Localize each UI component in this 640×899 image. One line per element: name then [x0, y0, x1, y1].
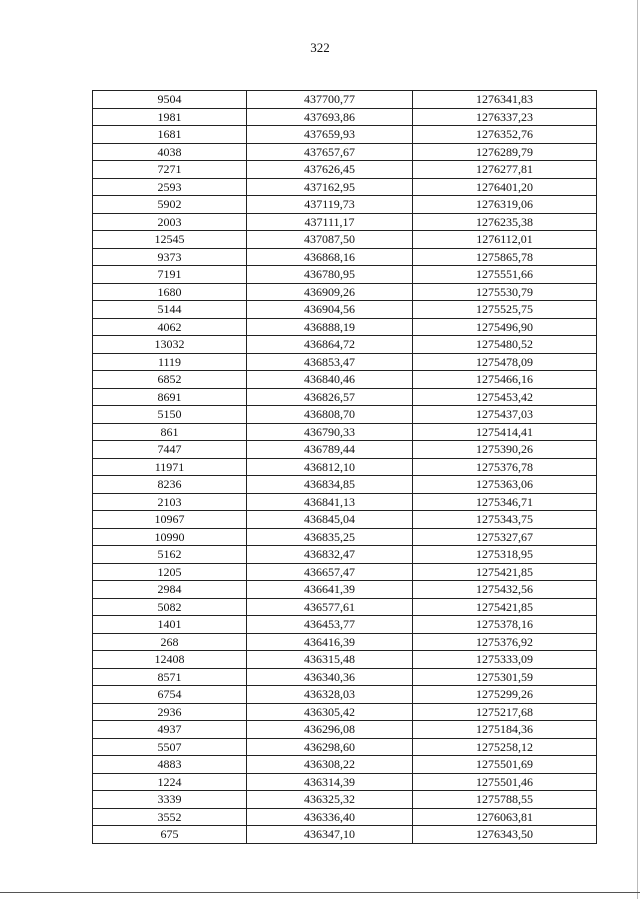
x-coordinate-cell: 436888,19: [247, 318, 413, 336]
point-number-cell: 11971: [93, 458, 247, 476]
y-coordinate-cell: 1276235,38: [413, 213, 597, 231]
point-number-cell: 8236: [93, 476, 247, 494]
table-row: [93, 108, 597, 126]
x-coordinate-cell: 436826,57: [247, 388, 413, 406]
y-coordinate-cell: 1275480,52: [413, 336, 597, 354]
x-coordinate-cell: 436840,46: [247, 371, 413, 389]
table-row: [93, 126, 597, 144]
table-row: [93, 598, 597, 616]
table-row: [93, 563, 597, 581]
y-coordinate-cell: 1275788,55: [413, 791, 597, 809]
point-number-cell: 1680: [93, 283, 247, 301]
table-row: [93, 266, 597, 284]
point-number-cell: 268: [93, 633, 247, 651]
point-number-cell: 3339: [93, 791, 247, 809]
y-coordinate-cell: 1275437,03: [413, 406, 597, 424]
point-number-cell: 10990: [93, 528, 247, 546]
x-coordinate-cell: 436832,47: [247, 546, 413, 564]
x-coordinate-cell: 436841,13: [247, 493, 413, 511]
x-coordinate-cell: 437700,77: [247, 91, 413, 109]
x-coordinate-cell: 437087,50: [247, 231, 413, 249]
x-coordinate-cell: 436315,48: [247, 651, 413, 669]
x-coordinate-cell: 436314,39: [247, 773, 413, 791]
y-coordinate-cell: 1275432,56: [413, 581, 597, 599]
table-body: [93, 91, 597, 844]
y-coordinate-cell: 1276112,01: [413, 231, 597, 249]
y-coordinate-cell: 1275346,71: [413, 493, 597, 511]
x-coordinate-cell: 436340,36: [247, 668, 413, 686]
x-coordinate-cell: 436808,70: [247, 406, 413, 424]
y-coordinate-cell: 1275414,41: [413, 423, 597, 441]
y-coordinate-cell: 1275421,85: [413, 598, 597, 616]
x-coordinate-cell: 437162,95: [247, 178, 413, 196]
point-number-cell: 1224: [93, 773, 247, 791]
point-number-cell: 5150: [93, 406, 247, 424]
table-row: [93, 441, 597, 459]
table-row: [93, 301, 597, 319]
y-coordinate-cell: 1275478,09: [413, 353, 597, 371]
table-row: [93, 686, 597, 704]
x-coordinate-cell: 436853,47: [247, 353, 413, 371]
x-coordinate-cell: 436789,44: [247, 441, 413, 459]
y-coordinate-cell: 1276319,06: [413, 196, 597, 214]
y-coordinate-cell: 1275865,78: [413, 248, 597, 266]
x-coordinate-cell: 436347,10: [247, 826, 413, 844]
point-number-cell: 7191: [93, 266, 247, 284]
table-row: [93, 493, 597, 511]
point-number-cell: 2103: [93, 493, 247, 511]
x-coordinate-cell: 437111,17: [247, 213, 413, 231]
table-row: [93, 633, 597, 651]
table-row: [93, 353, 597, 371]
point-number-cell: 3552: [93, 808, 247, 826]
x-coordinate-cell: 436577,61: [247, 598, 413, 616]
point-number-cell: 1981: [93, 108, 247, 126]
y-coordinate-cell: 1275376,92: [413, 633, 597, 651]
table-row: [93, 703, 597, 721]
point-number-cell: 5082: [93, 598, 247, 616]
y-coordinate-cell: 1275551,66: [413, 266, 597, 284]
x-coordinate-cell: 436812,10: [247, 458, 413, 476]
y-coordinate-cell: 1275501,69: [413, 756, 597, 774]
x-coordinate-cell: 436336,40: [247, 808, 413, 826]
point-number-cell: 9373: [93, 248, 247, 266]
y-coordinate-cell: 1276343,50: [413, 826, 597, 844]
scan-bottom-line: [0, 892, 640, 893]
x-coordinate-cell: 436298,60: [247, 738, 413, 756]
table-row: [93, 546, 597, 564]
x-coordinate-cell: 436845,04: [247, 511, 413, 529]
point-number-cell: 8571: [93, 668, 247, 686]
x-coordinate-cell: 436416,39: [247, 633, 413, 651]
table-row: [93, 196, 597, 214]
table-row: [93, 91, 597, 109]
point-number-cell: 13032: [93, 336, 247, 354]
x-coordinate-cell: 437693,86: [247, 108, 413, 126]
table-row: [93, 248, 597, 266]
point-number-cell: 861: [93, 423, 247, 441]
x-coordinate-cell: 436305,42: [247, 703, 413, 721]
y-coordinate-cell: 1276352,76: [413, 126, 597, 144]
y-coordinate-cell: 1275299,26: [413, 686, 597, 704]
point-number-cell: 4038: [93, 143, 247, 161]
table-row: [93, 616, 597, 634]
table-row: [93, 318, 597, 336]
table-row: [93, 581, 597, 599]
table-row: [93, 161, 597, 179]
table-row: [93, 756, 597, 774]
point-number-cell: 5902: [93, 196, 247, 214]
table-row: [93, 668, 597, 686]
x-coordinate-cell: 436296,08: [247, 721, 413, 739]
x-coordinate-cell: 436657,47: [247, 563, 413, 581]
x-coordinate-cell: 436308,22: [247, 756, 413, 774]
point-number-cell: 7271: [93, 161, 247, 179]
y-coordinate-cell: 1276289,79: [413, 143, 597, 161]
x-coordinate-cell: 436328,03: [247, 686, 413, 704]
coordinates-table: [92, 90, 597, 844]
point-number-cell: 1401: [93, 616, 247, 634]
point-number-cell: 675: [93, 826, 247, 844]
y-coordinate-cell: 1275217,68: [413, 703, 597, 721]
x-coordinate-cell: 437659,93: [247, 126, 413, 144]
table-row: [93, 388, 597, 406]
table-row: [93, 283, 597, 301]
y-coordinate-cell: 1275318,95: [413, 546, 597, 564]
point-number-cell: 1681: [93, 126, 247, 144]
x-coordinate-cell: 437657,67: [247, 143, 413, 161]
point-number-cell: 6754: [93, 686, 247, 704]
x-coordinate-cell: 436835,25: [247, 528, 413, 546]
y-coordinate-cell: 1275496,90: [413, 318, 597, 336]
point-number-cell: 4062: [93, 318, 247, 336]
point-number-cell: 4883: [93, 756, 247, 774]
table-row: [93, 511, 597, 529]
table-row: [93, 178, 597, 196]
y-coordinate-cell: 1275530,79: [413, 283, 597, 301]
x-coordinate-cell: 436864,72: [247, 336, 413, 354]
y-coordinate-cell: 1275327,67: [413, 528, 597, 546]
table-row: [93, 143, 597, 161]
table-row: [93, 336, 597, 354]
point-number-cell: 1119: [93, 353, 247, 371]
x-coordinate-cell: 436909,26: [247, 283, 413, 301]
table-row: [93, 791, 597, 809]
point-number-cell: 8691: [93, 388, 247, 406]
y-coordinate-cell: 1275363,06: [413, 476, 597, 494]
y-coordinate-cell: 1276341,83: [413, 91, 597, 109]
table-row: [93, 651, 597, 669]
point-number-cell: 6852: [93, 371, 247, 389]
x-coordinate-cell: 436325,32: [247, 791, 413, 809]
x-coordinate-cell: 437626,45: [247, 161, 413, 179]
table-row: [93, 458, 597, 476]
x-coordinate-cell: 436904,56: [247, 301, 413, 319]
point-number-cell: 5162: [93, 546, 247, 564]
table-row: [93, 213, 597, 231]
y-coordinate-cell: 1275343,75: [413, 511, 597, 529]
table-row: [93, 423, 597, 441]
table-row: [93, 721, 597, 739]
table-row: [93, 738, 597, 756]
y-coordinate-cell: 1275301,59: [413, 668, 597, 686]
x-coordinate-cell: 437119,73: [247, 196, 413, 214]
table-row: [93, 476, 597, 494]
y-coordinate-cell: 1275501,46: [413, 773, 597, 791]
point-number-cell: 1205: [93, 563, 247, 581]
y-coordinate-cell: 1275258,12: [413, 738, 597, 756]
table-row: [93, 808, 597, 826]
table-row: [93, 231, 597, 249]
point-number-cell: 2936: [93, 703, 247, 721]
y-coordinate-cell: 1275184,36: [413, 721, 597, 739]
y-coordinate-cell: 1276063,81: [413, 808, 597, 826]
x-coordinate-cell: 436453,77: [247, 616, 413, 634]
y-coordinate-cell: 1276401,20: [413, 178, 597, 196]
y-coordinate-cell: 1276277,81: [413, 161, 597, 179]
x-coordinate-cell: 436868,16: [247, 248, 413, 266]
y-coordinate-cell: 1275378,16: [413, 616, 597, 634]
point-number-cell: 10967: [93, 511, 247, 529]
x-coordinate-cell: 436780,95: [247, 266, 413, 284]
table-row: [93, 406, 597, 424]
x-coordinate-cell: 436641,39: [247, 581, 413, 599]
point-number-cell: 7447: [93, 441, 247, 459]
y-coordinate-cell: 1275466,16: [413, 371, 597, 389]
y-coordinate-cell: 1275453,42: [413, 388, 597, 406]
point-number-cell: 2003: [93, 213, 247, 231]
page-number: 322: [310, 40, 330, 55]
y-coordinate-cell: 1275333,09: [413, 651, 597, 669]
table-row: [93, 528, 597, 546]
table-row: [93, 371, 597, 389]
point-number-cell: 9504: [93, 91, 247, 109]
table-row: [93, 826, 597, 844]
point-number-cell: 12408: [93, 651, 247, 669]
scan-edge-line: [637, 0, 638, 899]
x-coordinate-cell: 436834,85: [247, 476, 413, 494]
point-number-cell: 2984: [93, 581, 247, 599]
y-coordinate-cell: 1275376,78: [413, 458, 597, 476]
point-number-cell: 12545: [93, 231, 247, 249]
y-coordinate-cell: 1275390,26: [413, 441, 597, 459]
x-coordinate-cell: 436790,33: [247, 423, 413, 441]
point-number-cell: 2593: [93, 178, 247, 196]
y-coordinate-cell: 1276337,23: [413, 108, 597, 126]
y-coordinate-cell: 1275421,85: [413, 563, 597, 581]
point-number-cell: 5507: [93, 738, 247, 756]
point-number-cell: 5144: [93, 301, 247, 319]
y-coordinate-cell: 1275525,75: [413, 301, 597, 319]
table-row: [93, 773, 597, 791]
point-number-cell: 4937: [93, 721, 247, 739]
